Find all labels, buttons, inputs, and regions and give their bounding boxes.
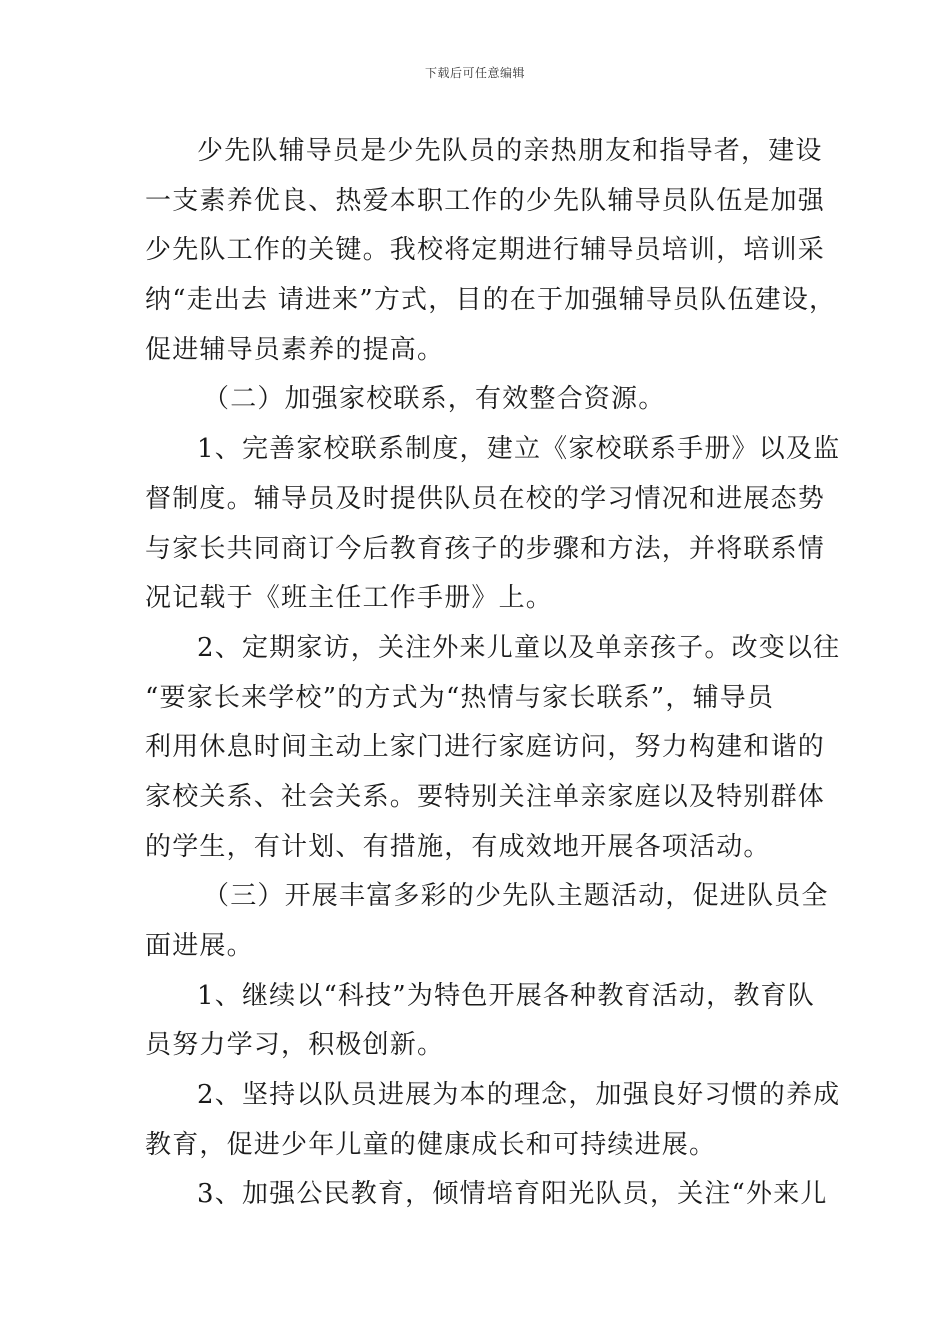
text-line: 2、坚持以队员进展为本的理念，加强良好习惯的养成 [197,1080,841,1111]
text-line: 的学生，有计划、有措施，有成效地开展各项活动。 [145,831,771,862]
text-line: 督制度。辅导员及时提供队员在校的学习情况和进展态势 [145,483,826,514]
text-line: 1、继续以“科技”为特色开展各种教育活动，教育队 [197,980,815,1011]
download-note: 下载后可任意编辑 [424,66,525,80]
section-heading: （三）开展丰富多彩的少先队主题活动，促进队员全 [203,881,829,912]
text-line: 教育，促进少年儿童的健康成长和可持续进展。 [145,1129,717,1160]
text-line: 促进辅导员素养的提高。 [145,334,445,365]
text-line: “要家长来学校”的方式为“热情与家长联系”，辅导员 [145,682,775,713]
text-line: 1、完善家校联系制度，建立《家校联系手册》以及监 [197,434,841,465]
text-line: 纳“走出去 请进来”方式，目的在于加强辅导员队伍建设， [145,285,837,316]
body-text [145,127,841,1220]
text-line: 与家长共同商订今后教育孩子的步骤和方法，并将联系情 [145,533,826,564]
section-heading: （二）加强家校联系，有效整合资源。 [203,384,666,415]
text-line: 一支素养优良、热爱本职工作的少先队辅导员队伍是加强 [145,185,826,216]
text-line: 少先队工作的关键。我校将定期进行辅导员培训，培训采 [145,235,826,266]
text-line: 况记载于《班主任工作手册》上。 [145,583,554,614]
text-line: 员努力学习，积极创新。 [145,1030,445,1061]
text-line: 利用休息时间主动上家门进行家庭访问，努力构建和谐的 [145,732,826,763]
text-line: 3、加强公民教育，倾情培育阳光队员，关注“外来儿 [197,1179,828,1210]
text-line: 少先队辅导员是少先队员的亲热朋友和指导者，建设 [197,136,823,166]
text-line: 2、定期家访，关注外来儿童以及单亲孩子。改变以往 [197,632,841,663]
text-line: 面进展。 [145,931,254,961]
text-line: 家校关系、社会关系。要特别关注单亲家庭以及特别群体 [145,781,826,812]
